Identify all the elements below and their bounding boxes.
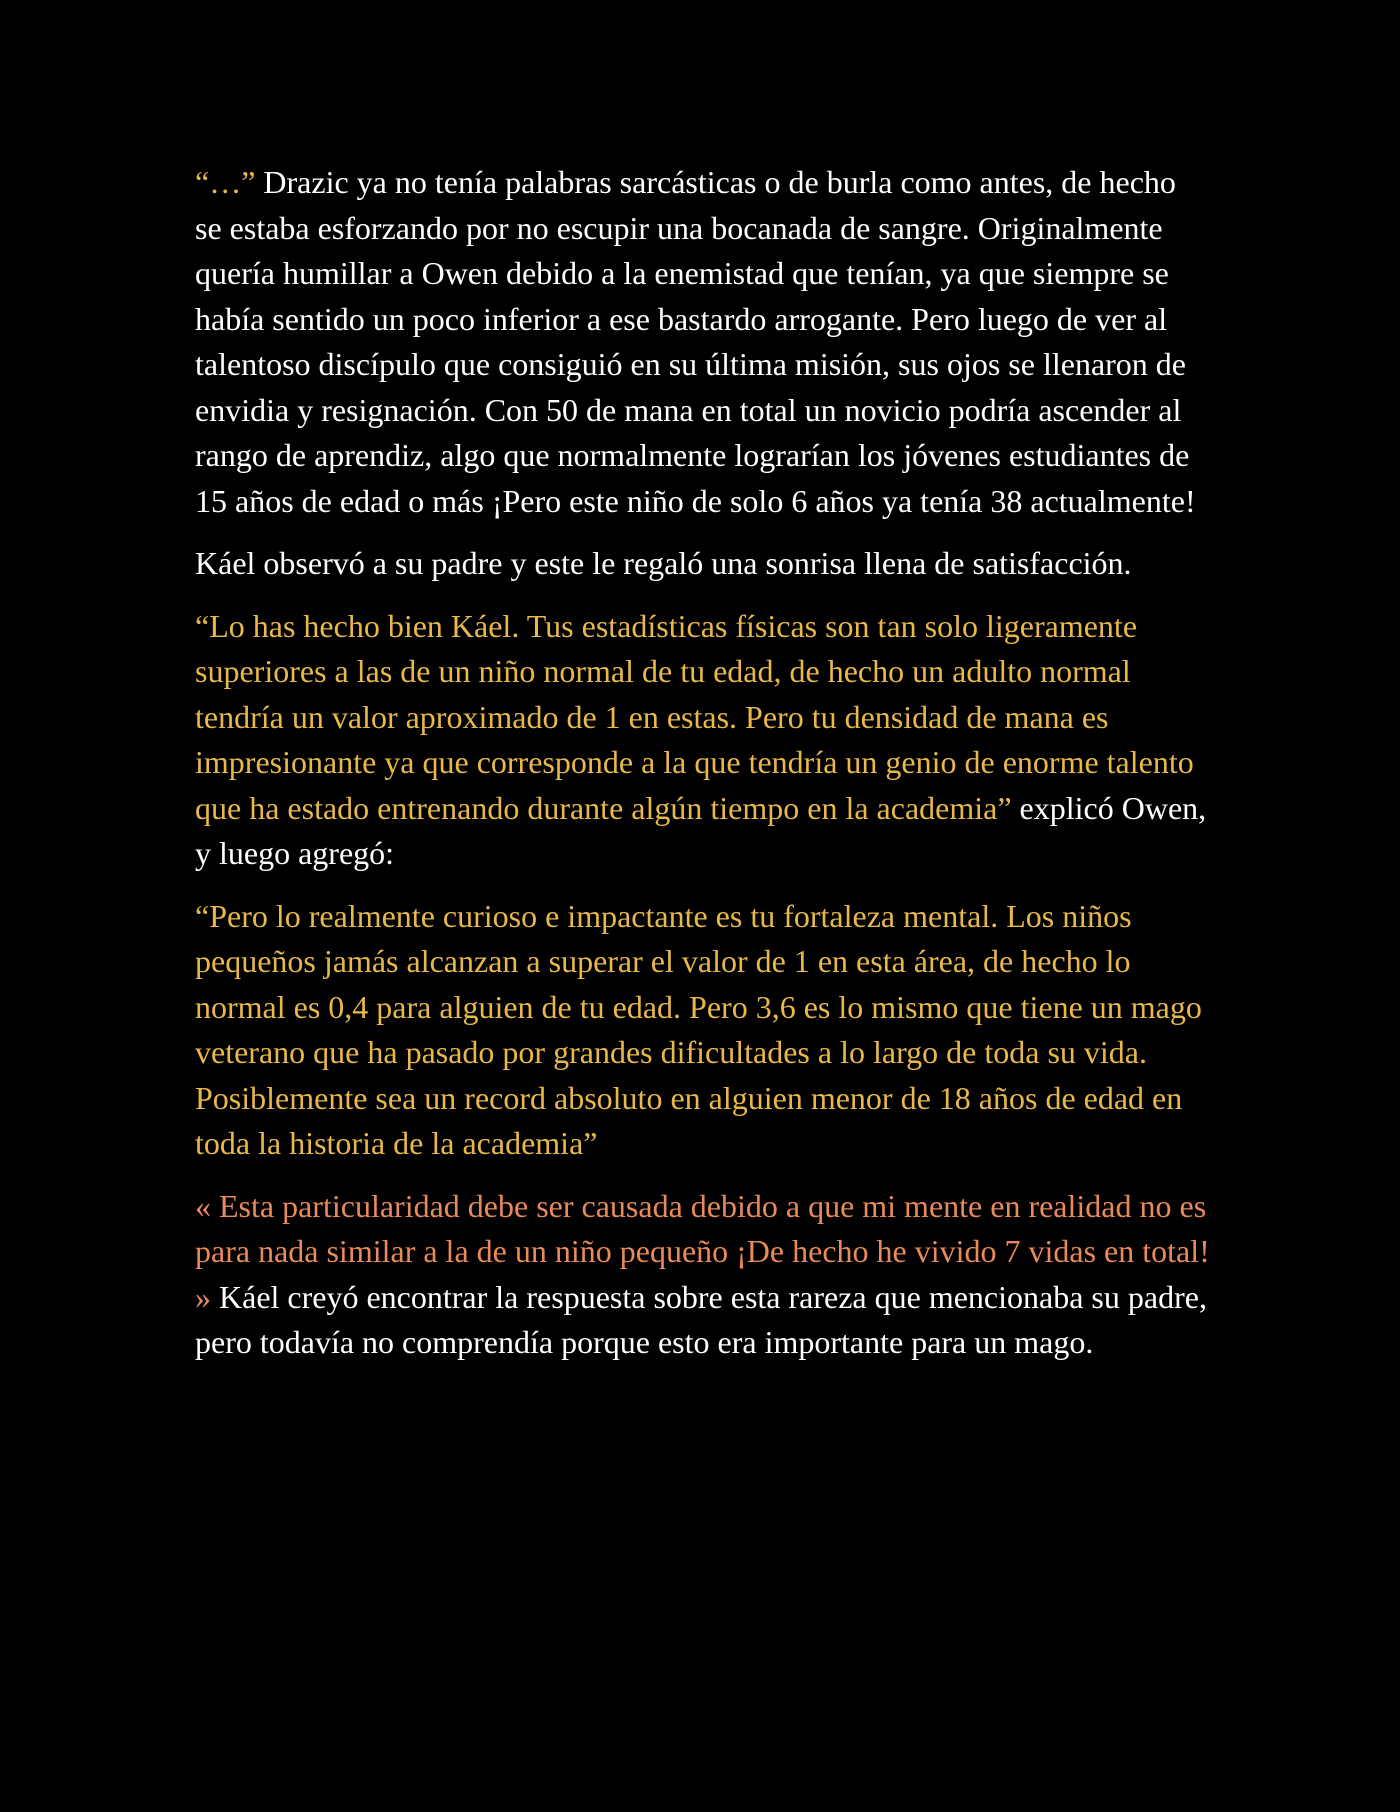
dialogue-span: “…” (195, 164, 256, 200)
dialogue-span: “Lo has hecho bien Káel. Tus estadísticas físicas son tan solo ligeramente superiores a las de un niño normal de tu edad, de hecho un adulto normal tendría un valor aproximado de 1 en estas. Pero tu densidad de mana es impresionante ya que corresponde a la que tendría un genio de enorme talento que ha estado entrenando durante algún tiempo en la academia” (195, 607, 1194, 826)
narration-span: Drazic ya no tenía palabras sarcásticas o de burla como antes, de hecho se estaba esforzando por no escupir una bocanada de sangre. Originalmente quería humillar a Owen debido a la enemistad que tenían, ya que siempre se había sentido un poco inferior a ese bastardo arrogante. Pero luego de ver al talentoso discípulo que consiguió en su última misión, sus ojos se llenaron de envidia y resignación. Con 50 de mana en total un novicio podría ascender al rango de aprendiz, algo que normalmente lograrían los jóvenes estudiantes de 15 años de edad o más ¡Pero este niño de solo 6 años ya tenía 38 actualmente! (195, 164, 1196, 519)
dialogue-span: “Pero lo realmente curioso e impactante es tu fortaleza mental. Los niños pequeños jamás alcanzan a superar el valor de 1 en esta área, de hecho lo normal es 0,4 para alguien de tu edad. Pero 3,6 es lo mismo que tiene un mago veterano que ha pasado por grandes dificultades a lo largo de toda su vida. Posiblemente sea un record absoluto en alguien menor de 18 años de edad en toda la historia de la academia” (195, 897, 1202, 1161)
paragraph-5 (195, 1184, 1210, 1366)
narration-span: explicó Owen, y luego agregó: (195, 789, 1207, 871)
paragraph-4 (195, 894, 1210, 1167)
narration-span: Káel creyó encontrar la respuesta sobre esta rareza que mencionaba su padre, pero todavía no comprendía porque esto era importante para un mago. (195, 1278, 1207, 1360)
paragraph-2 (195, 541, 1210, 587)
thought-span: « Esta particularidad debe ser causada debido a que mi mente en realidad no es para nada similar a la de un niño pequeño ¡De hecho he vivido 7 vidas en total! » (195, 1187, 1210, 1315)
paragraph-1 (195, 160, 1210, 524)
narration-span: Káel observó a su padre y este le regaló una sonrisa llena de satisfacción. (195, 545, 1132, 581)
document-page (195, 160, 1210, 1383)
paragraph-3 (195, 604, 1210, 877)
